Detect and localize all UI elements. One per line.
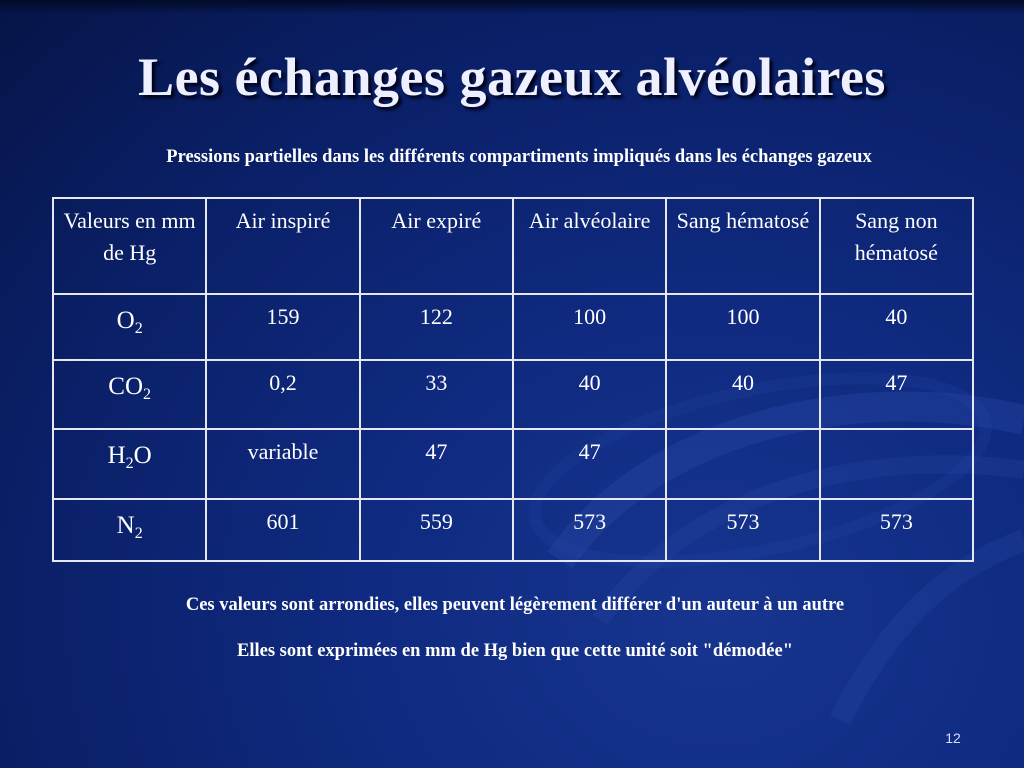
footnote-rounding: Ces valeurs sont arrondies, elles peuvent légèrement différer d'un auteur à un autre <box>185 595 845 615</box>
header-cell-unit: Valeurs en mm de Hg <box>53 198 206 294</box>
value-cell: 33 <box>360 360 513 429</box>
gas-subscript: 2 <box>134 525 143 542</box>
value-cell: 0,2 <box>206 360 359 429</box>
gas-label-co2 <box>53 360 206 429</box>
value-cell: 100 <box>666 294 819 360</box>
value-cell: 40 <box>820 294 973 360</box>
table-row-o2 <box>53 294 973 360</box>
table-row-h2o <box>53 429 973 499</box>
value-cell: variable <box>206 429 359 499</box>
value-cell: 573 <box>820 499 973 561</box>
value-cell: 559 <box>360 499 513 561</box>
gas-label-o2 <box>53 294 206 360</box>
gas-symbol: H <box>107 442 126 469</box>
table-header-row <box>53 198 973 294</box>
value-cell: 47 <box>513 429 666 499</box>
page-number: 12 <box>945 730 961 746</box>
header-cell-sang-hematose: Sang hématosé <box>666 198 819 294</box>
gas-suffix: O <box>133 442 152 469</box>
gas-symbol: CO <box>108 373 144 400</box>
gas-subscript: 2 <box>134 320 143 337</box>
header-cell-air-inspire: Air inspiré <box>206 198 359 294</box>
gas-label-n2 <box>53 499 206 561</box>
gas-subscript: 2 <box>125 455 134 472</box>
gas-symbol: O <box>116 307 135 334</box>
value-cell: 40 <box>513 360 666 429</box>
top-dark-band <box>0 0 1024 14</box>
value-cell: 122 <box>360 294 513 360</box>
header-cell-air-alveolaire: Air alvéolaire <box>513 198 666 294</box>
slide-title: Les échanges gazeux alvéolaires <box>138 47 886 107</box>
value-cell: 573 <box>666 499 819 561</box>
value-cell: 40 <box>666 360 819 429</box>
gas-subscript: 2 <box>143 386 152 403</box>
header-cell-sang-non-hematose: Sang non hématosé <box>820 198 973 294</box>
header-cell-air-expire: Air expiré <box>360 198 513 294</box>
value-cell <box>820 429 973 499</box>
footnote-units: Elles sont exprimées en mm de Hg bien que cette unité soit "démodée" <box>237 641 793 661</box>
value-cell: 601 <box>206 499 359 561</box>
value-cell: 573 <box>513 499 666 561</box>
value-cell: 47 <box>820 360 973 429</box>
value-cell <box>666 429 819 499</box>
value-cell: 47 <box>360 429 513 499</box>
partial-pressure-table <box>52 197 974 562</box>
gas-symbol: N <box>116 512 135 539</box>
value-cell: 159 <box>206 294 359 360</box>
table-caption: Pressions partielles dans les différents compartiments impliqués dans les échanges gazeux <box>166 147 872 167</box>
gas-label-h2o <box>53 429 206 499</box>
table-row-co2 <box>53 360 973 429</box>
value-cell: 100 <box>513 294 666 360</box>
table-row-n2 <box>53 499 973 561</box>
